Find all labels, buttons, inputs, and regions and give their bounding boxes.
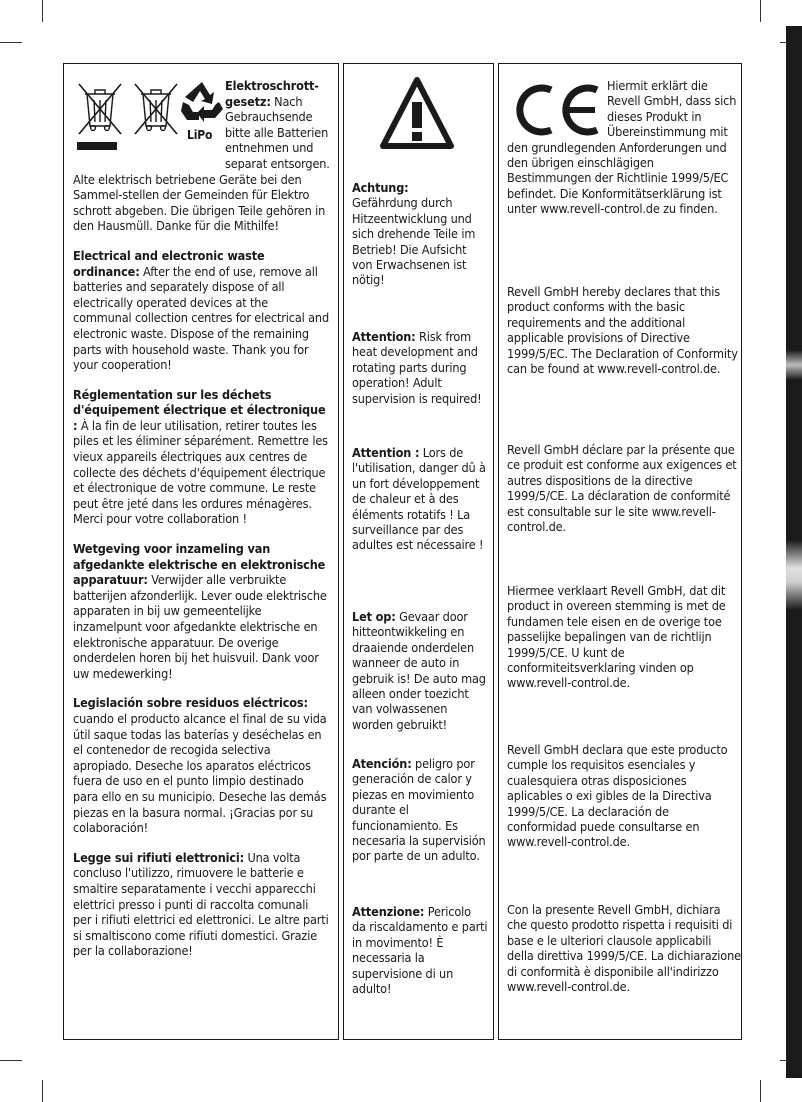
warning-fr [352,445,488,553]
section-heading: Attenzione: [352,904,425,919]
section-heading: Let op: [352,609,396,624]
solid-bar-mark [77,142,117,150]
section-heading: Achtung: [352,180,409,195]
weee-notice-nl [73,541,330,681]
conformity-fr: Revell GmbH déclare par la présente que ce produit est conforme aux exigences et autres dispositions de la directive 1999/5/CE. La déclaration de conformité est consultable sur le site www.revell-control.de. [507,442,737,535]
section-heading: Electrical and electronic waste ordinance: [73,247,265,279]
conformity-de: Hiermit erklärt die Revell GmbH, dass sich dieses Produkt in Übereinstimmung mit den grundlegenden Anforderungen und den übrigen einschlägigen Bestimmungen der Richtlinie 1999/5/EC befindet. Die Konformitätserklärung ist unter www.revell-control.de zu finden. [507,78,737,217]
weee-notice-es [73,695,330,835]
section-body: À la fin de leur utilisation, retirer toutes les piles et les éliminer séparément. Remettre les vieux appareils électriques aux centres de collecte des déchets d'équipement électrique et électronique de votre commune. Le reste peut être jeté dans les ordures ménagères. Merci pour votre collaboration ! [73,417,328,527]
conformity-en: Revell GmbH hereby declares that this product conforms with the basic requirements and the additional applicable provisions of Directive 1999/5/EC. The Declaration of Conformity can be found at www.revell-control.de. [507,284,738,377]
crop-mark [0,42,22,43]
warning-column [343,63,494,1040]
recycle-icon [179,80,225,124]
warning-it [352,904,488,996]
crossed-out-bin-icon [129,78,183,138]
conformity-es: Revell GmbH declara que este producto cumple los requisitos esenciales y cualesquiera otras disposiciones aplicables o exi gibles de la Directiva 1999/5/CE. La declaración de conformidad puede consultarse en www.revell-control.de. [507,742,728,850]
warning-nl [352,609,488,732]
warning-en [352,329,488,406]
warning-triangle-icon [380,76,454,152]
warning-es [352,756,488,864]
crop-mark [760,1080,761,1102]
conformity-column [498,63,742,1040]
section-heading: Legge sui rifiuti elettronici: [73,849,245,865]
section-body: cuando el producto alcance el final de su vida útil saque todas las baterías y deséchelas en el contenedor de recogida selectiva apropiado. Deseche los aparatos eléctricos fuera de uso en el punto limpio destinado para ello en su municipio. Deseche las demás piezas en la basura normal. ¡Gracias por su colaboración! [73,710,327,836]
section-heading: Réglementation sur les déchets d'équipement électrique et électronique : [73,386,326,433]
conformity-nl: Hiermee verklaart Revell GmbH, dat dit product in overeen stemming is met de fundamen tele eisen en de overige toe passelijke bepalingen van de richtlijn 1999/5/CE. U kunt de conformiteitsverklaring vinden op www.revell-control.de. [507,583,726,691]
crop-mark [760,0,761,22]
section-heading: Elektroschrott-gesetz: [225,78,319,109]
warning-de [352,180,488,288]
crop-mark [0,1060,22,1061]
weee-notice-fr [73,387,330,527]
section-heading: Attention: [352,329,416,344]
section-body: Risk from heat development and rotating parts during operation! Adult supervision is required! [352,329,482,406]
disposal-column [63,63,339,1040]
conformity-it: Con la presente Revell GmbH, dichiara che questo prodotto rispetta i requisiti di base e le ulteriori clausole applicabili della direttiva 1999/5/CE. La dichiarazione di conformità è disponibile all'indirizzo www.revell-control.de. [507,902,741,995]
crop-mark [42,1080,43,1102]
section-heading: Wetgeving voor inzameling van afgedankte elektrische en elektronische apparatuur: [73,541,326,588]
section-body: Gevaar door hitteontwikkeling en draaiende onderdelen wanneer de auto in gebruik is! De auto mag alleen onder toezicht van volwassenen worden gebruikt! [352,609,486,732]
ce-mark-icon [511,82,603,138]
section-body: Lors de l'utilisation, danger dû à un fort développement de chaleur et à des éléments rotatifs ! La surveillance par des adultes est nécessaire ! [352,445,486,553]
section-body: peligro por generación de calor y piezas en movimiento durante el funcionamiento. Es necesaria la supervisión por parte de un adulto. [352,756,486,864]
page-edge-highlight [786,540,802,610]
section-body: Pericolo da riscaldamento e parti in movimento! È necessaria la supervisione di un adulto! [352,904,488,997]
section-body: Nach Gebrauchsende bitte alle Batterien entnehmen und separat entsorgen. Alte elektrisch betriebene Geräte bei den Sammel-stellen der Gemeinden für Elektro schrott abgeben. Die übrigen Teile gehören in den Hausmüll. Danke für die Mithilfe! [73,93,330,234]
page-edge-highlight [786,350,802,380]
crossed-out-bin-icon [73,78,127,138]
section-body: After the end of use, remove all batteries and separately dispose of all electrically operated devices at the communal collection centres for electrical and electronic waste. Dispose of the remaining parts with household waste. Thank you for your cooperation! [73,263,329,373]
lipo-label: LiPo [187,128,213,142]
section-heading: Atención: [352,756,412,771]
disposal-icons [73,78,221,156]
section-body: Una volta concluso l'utilizzo, rimuovere le batterie e smaltire separatamente i vecchi apparecchi elettrici presso i punti di raccolta comunali per i rifiuti elettrici ed elettronici. Le altre parti si smaltiscono come rifiuti domestici. Grazie per la collaborazione! [73,849,329,959]
weee-notice-it [73,850,330,959]
crop-mark [42,0,43,22]
section-heading: Legislación sobre residuos eléctricos: [73,695,308,711]
weee-notice-en [73,248,330,373]
section-heading: Attention : [352,445,420,460]
section-body: Verwijder alle verbruikte batterijen afzonderlijk. Lever oude elektrische apparaten in bij uw gemeentelijke inzamelpunt voor afgedankte elektrische en elektronische apparatuur. De overige onderdelen horen bij het huisvuil. Dank voor uw medewerking! [73,572,327,681]
section-body: Gefährdung durch Hitzeentwicklung und sich drehende Teile im Betrieb! Die Aufsicht von Erwachsenen ist nötig! [352,195,476,288]
